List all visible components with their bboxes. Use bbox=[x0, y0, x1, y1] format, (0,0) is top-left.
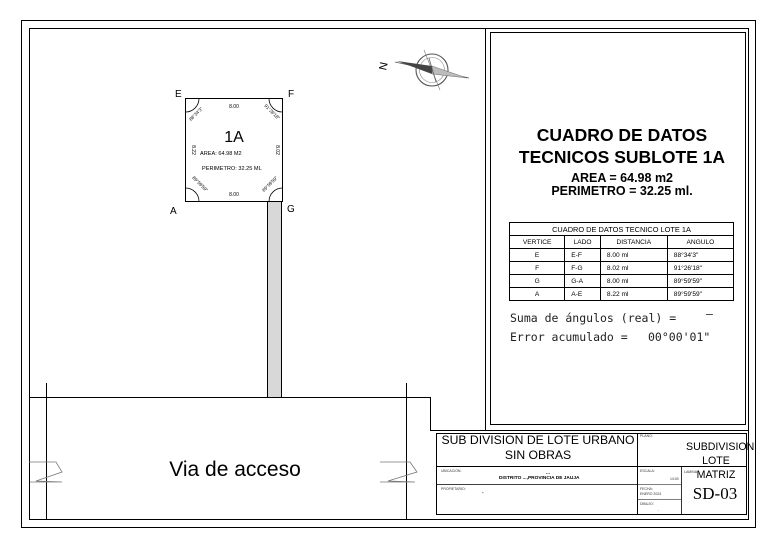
data-panel-title bbox=[495, 124, 749, 168]
table-cell: 8.02 ml bbox=[600, 262, 667, 275]
north-arrow-icon bbox=[395, 50, 469, 90]
angle-sum-value: – bbox=[706, 307, 713, 321]
project-title bbox=[439, 433, 637, 463]
table-header-cell: DISTANCIA bbox=[600, 236, 667, 249]
side-length-bottom: 8.00 bbox=[229, 192, 239, 198]
accumulated-error-value: 00°00'01" bbox=[648, 330, 711, 344]
plano-name-line2: LOTE MATRIZ bbox=[696, 455, 736, 481]
vertex-label-f: F bbox=[288, 89, 295, 100]
table-header-row bbox=[510, 236, 734, 249]
accumulated-error-label: Error acumulado = bbox=[510, 330, 628, 344]
lot-perimeter-label: PERIMETRO: 32.25 ML bbox=[202, 166, 262, 172]
data-panel-title-line2: TECNICOS SUBLOTE 1A bbox=[518, 147, 726, 167]
data-panel-summary bbox=[495, 172, 749, 198]
table-caption: CUADRO DE DATOS TECNICO LOTE 1A bbox=[510, 223, 734, 236]
escala-caption: ESCALA: bbox=[640, 469, 655, 473]
table-cell: 8.00 ml bbox=[600, 249, 667, 262]
table-cell: 8.00 ml bbox=[600, 275, 667, 288]
angle-label-a: 89°59'59" bbox=[191, 175, 209, 193]
table-cell: A bbox=[510, 288, 565, 301]
technical-data-table bbox=[509, 222, 734, 301]
table-cell: 8.22 ml bbox=[600, 288, 667, 301]
table-row bbox=[510, 249, 734, 262]
lot-area-label: AREA: 64.98 M2 bbox=[200, 151, 242, 157]
table-cell: 88°34'3" bbox=[667, 249, 733, 262]
angle-label-e: 88°34'3" bbox=[188, 106, 204, 122]
table-cell: E bbox=[510, 249, 565, 262]
vertex-label-g: G bbox=[287, 204, 295, 215]
data-panel-title-line1: CUADRO DE DATOS bbox=[536, 125, 708, 145]
dibujo-caption: DIBUJO: bbox=[640, 502, 654, 506]
lot-name: 1A bbox=[224, 129, 244, 146]
table-header-cell: LADO bbox=[565, 236, 601, 249]
table-cell: 89°59'59" bbox=[667, 288, 733, 301]
table-cell: G bbox=[510, 275, 565, 288]
data-panel-perimeter: PERIMETRO = 32.25 ml. bbox=[551, 184, 693, 198]
propietario-caption: PROPIETARIO: bbox=[441, 487, 466, 491]
ubicacion-caption: UBICACION: bbox=[441, 469, 462, 473]
lamina-caption: LAMINA: bbox=[684, 470, 699, 474]
table-cell: F bbox=[510, 262, 565, 275]
ubicacion-value: DISTRITO ...,PROVINCIA DE JAUJA bbox=[499, 476, 580, 481]
fecha-value: ENERO 2024 bbox=[640, 492, 662, 496]
table-row bbox=[510, 275, 734, 288]
road-label: Via de acceso bbox=[169, 458, 301, 481]
angle-label-f: 91°26'18" bbox=[263, 103, 281, 121]
escala-value: 1/100 bbox=[670, 477, 679, 481]
side-length-left: 8.22 bbox=[190, 145, 196, 155]
table-row bbox=[510, 262, 734, 275]
plano-name-line1: SUBDIVISION bbox=[686, 441, 755, 453]
plano-name bbox=[686, 440, 755, 482]
table-row bbox=[510, 288, 734, 301]
table-header-cell: ANGULO bbox=[667, 236, 733, 249]
table-cell: E-F bbox=[565, 249, 601, 262]
break-symbol-left bbox=[29, 462, 62, 482]
vertex-label-a: A bbox=[170, 206, 177, 217]
access-corridor bbox=[268, 202, 282, 398]
sheet-code: SD-03 bbox=[692, 484, 738, 503]
dibujo-value: - bbox=[658, 508, 660, 512]
table-header-cell: VERTICE bbox=[510, 236, 565, 249]
table-cell: F-G bbox=[565, 262, 601, 275]
data-panel-area: AREA = 64.98 m2 bbox=[570, 171, 674, 185]
table-cell: 89°59'59" bbox=[667, 275, 733, 288]
fecha-caption: FECHA: bbox=[640, 487, 653, 491]
plano-caption: PLANO: bbox=[640, 434, 653, 438]
table-cell: A-E bbox=[565, 288, 601, 301]
side-length-right: 8.02 bbox=[274, 145, 280, 155]
break-symbol-right bbox=[380, 462, 417, 482]
north-label: N bbox=[377, 61, 391, 72]
side-length-top: 8.00 bbox=[229, 104, 239, 110]
ubicacion-top: ... bbox=[546, 471, 550, 476]
vertex-label-e: E bbox=[175, 89, 182, 100]
angle-label-g: 89°59'59" bbox=[261, 175, 279, 193]
project-title-line2: SIN OBRAS bbox=[504, 448, 572, 462]
table-cell: 91°26'18" bbox=[667, 262, 733, 275]
angle-sum-label: Suma de ángulos (real) = bbox=[510, 311, 677, 325]
table-cell: G-A bbox=[565, 275, 601, 288]
project-title-line1: SUB DIVISION DE LOTE URBANO bbox=[441, 433, 635, 447]
propietario-value: - bbox=[482, 491, 484, 496]
